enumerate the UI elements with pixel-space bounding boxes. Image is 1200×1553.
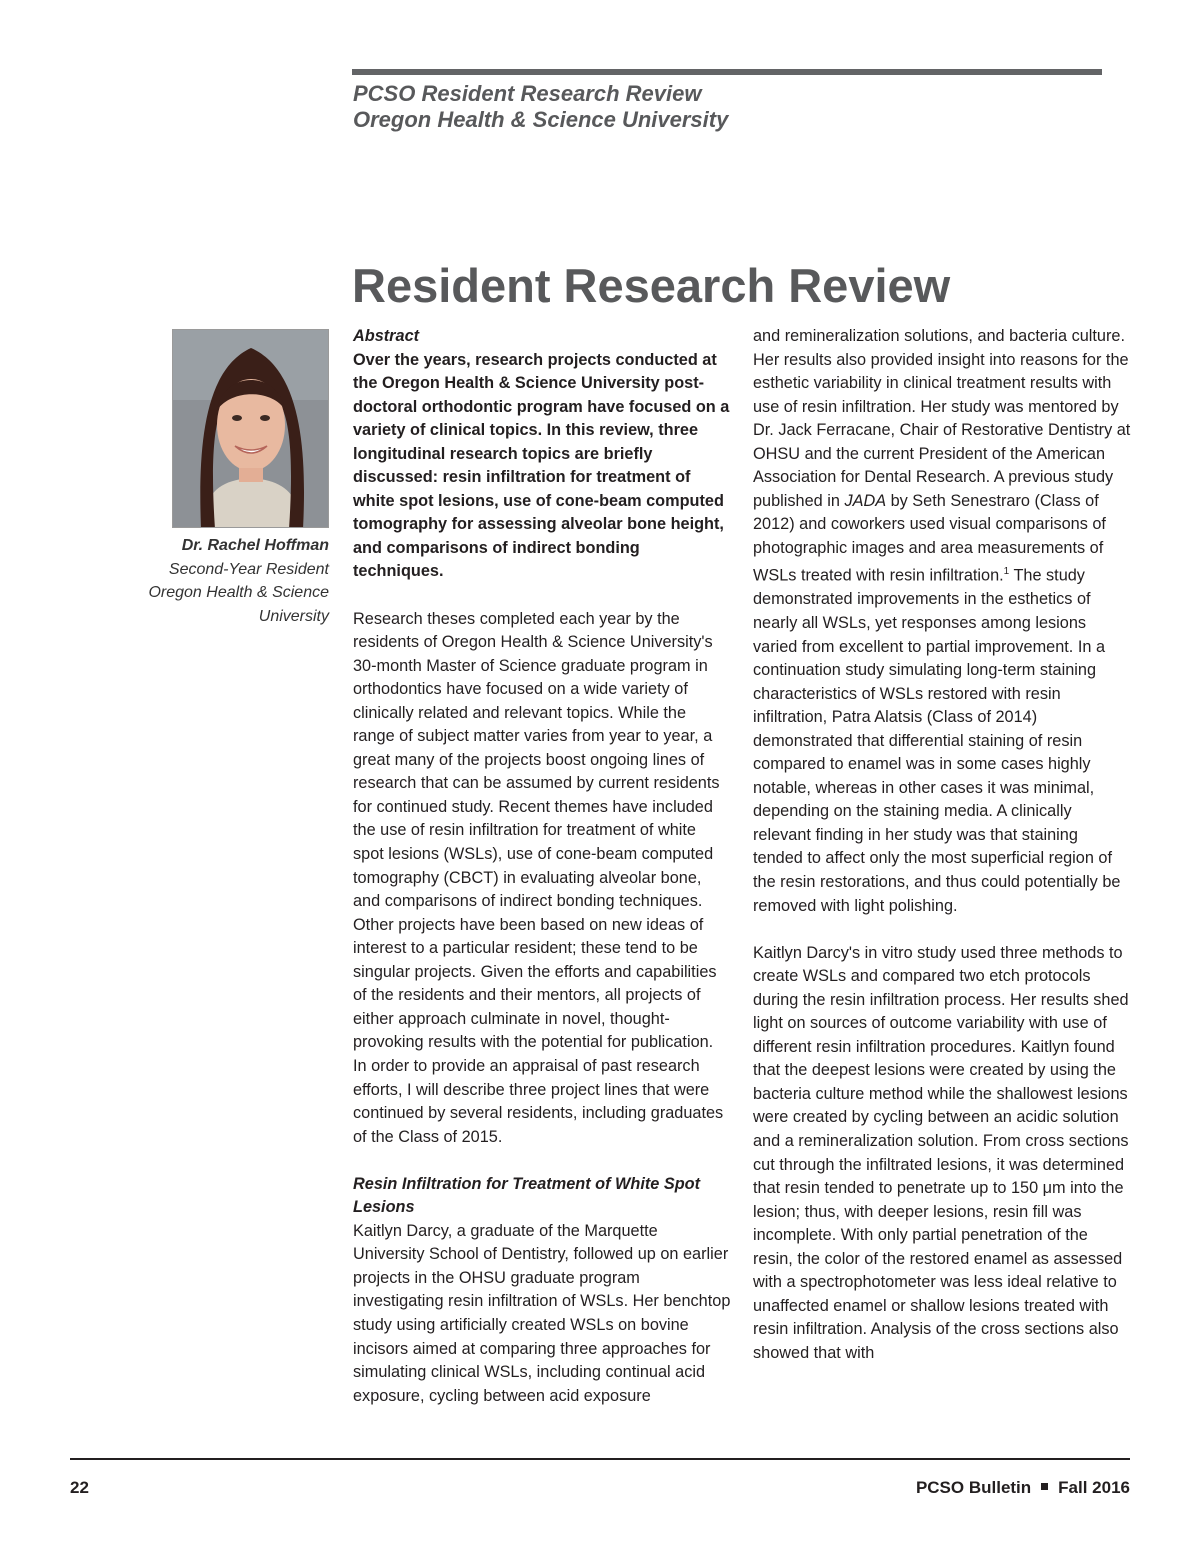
footer-publication xyxy=(916,1478,1130,1498)
author-photo xyxy=(172,329,329,528)
header-line-2: Oregon Health & Science University xyxy=(353,107,729,132)
section-heading: Resin Infiltration for Treatment of White Spot Lesions xyxy=(353,1174,701,1217)
left-column xyxy=(353,325,731,1408)
header-rule xyxy=(352,69,1102,75)
page-number: 22 xyxy=(70,1478,89,1497)
right-paragraph-2: Kaitlyn Darcy's in vitro study used three methods to create WSLs and compared two etch protocols during the resin infiltration process. Her results shed light on sources of outcome variability with use of different resin infiltration procedures. Kaitlyn found that the deepest lesions were created by using the bacteria culture method while the shallowest lesions were created by cycling between an acidic solution and a remineralization solution. From cross sections cut through the infiltrated lesions, it was determined that resin tended to penetrate up to 150 μm into the lesion; thus, with deeper lesions, resin fill was incomplete. With only partial penetration of the resin, the color of the restored enamel as assessed with a spectrophotometer was less ideal relative to unaffected enamel or shallow lesions treated with resin infiltration. Analysis of the cross sections also showed that with xyxy=(753,943,1129,1362)
right-column xyxy=(753,325,1131,1365)
journal-name: JADA xyxy=(844,491,887,510)
author-role: Second-Year Resident xyxy=(168,560,329,578)
footer-rule xyxy=(70,1458,1130,1460)
abstract-heading: Abstract xyxy=(353,327,420,345)
right-paragraph-1c: The study demonstrated improvements in the esthetics of nearly all WSLs, yet responses among lesions varied from excellent to partial improvement. In a continuation study simulating long-term staining characteristics of WSLs restored with resin infiltration, Patra Alatsis (Class of 2014) demonstrated that differential staining of resin compared to enamel was in some cases highly notable, whereas in other cases it was minimal, depending on the staining media. A clinically relevant finding in her study was that staining tended to affect only the most superficial region of the resin restorations, and thus could potentially be removed with light polishing. xyxy=(753,566,1121,915)
running-header xyxy=(353,81,728,133)
abstract-text: Over the years, research projects conducted at the Oregon Health & Science University post-doctoral orthodontic program have focused on a variety of clinical topics. In this review, three longitudinal research topics are briefly discussed: resin infiltration for treatment of white spot lesions, use of cone-beam computed tomography for assessing alveolar bone height, and comparisons of indirect bonding techniques. xyxy=(353,350,730,581)
right-paragraph-1a: and remineralization solutions, and bacteria culture. Her results also provided insight into reasons for the esthetic variability in clinical treatment results with use of resin infiltration. Her study was mentored by Dr. Jack Ferracane, Chair of Restorative Dentistry at OHSU and the current President of the American Association for Dental Research. A previous study published in xyxy=(753,327,1131,510)
page-title: Resident Research Review xyxy=(352,259,951,312)
right-paragraph-1 xyxy=(753,325,1131,918)
separator-square-icon xyxy=(1041,1483,1048,1490)
header-line-1: PCSO Resident Research Review xyxy=(353,81,702,106)
right-paragraph-1b: by Seth Senestraro (Class of 2012) and coworkers used visual comparisons of photographic images and area measurements of WSLs treated with resin infiltration. xyxy=(753,491,1106,585)
publication-name: PCSO Bulletin xyxy=(915,1478,1032,1497)
intro-paragraph: Research theses completed each year by the residents of Oregon Health & Science University's 30-month Master of Science graduate program in orthodontics have focused on a wide variety of clinically related and relevant topics. While the range of subject matter varies from year to year, a great many of the projects boost ongoing lines of research that can be assumed by current residents for continued study. Recent themes have included the use of resin infiltration for treatment of white spot lesions (WSLs), use of cone-beam computed tomography (CBCT) in evaluating alveolar bone, and comparisons of indirect bonding techniques. Other projects have been based on new ideas of interest to a particular resident; these tend to be singular projects. Given the efforts and capabilities of the residents and their mentors, all projects of either approach culminate in novel, thought-provoking results with the potential for publication. In order to provide an appraisal of past research efforts, I will describe three project lines that were continued by several residents, including graduates of the Class of 2015. xyxy=(353,609,724,1146)
author-name: Dr. Rachel Hoffman xyxy=(181,537,329,554)
author-affiliation-1: Oregon Health & Science xyxy=(148,584,329,601)
author-caption xyxy=(120,534,329,628)
reference-marker: 1 xyxy=(1003,566,1010,578)
author-affiliation-2: University xyxy=(258,607,329,625)
section-paragraph-1: Kaitlyn Darcy, a graduate of the Marquette University School of Dentistry, followed up on earlier projects in the OHSU graduate program investigating resin infiltration of WSLs. Her benchtop study using artificially created WSLs on bovine incisors aimed at comparing three approaches for simulating clinical WSLs, including continual acid exposure, cycling between acid exposure xyxy=(353,1221,731,1405)
author-portrait-image xyxy=(173,330,329,528)
issue-name: Fall 2016 xyxy=(1058,1478,1130,1497)
